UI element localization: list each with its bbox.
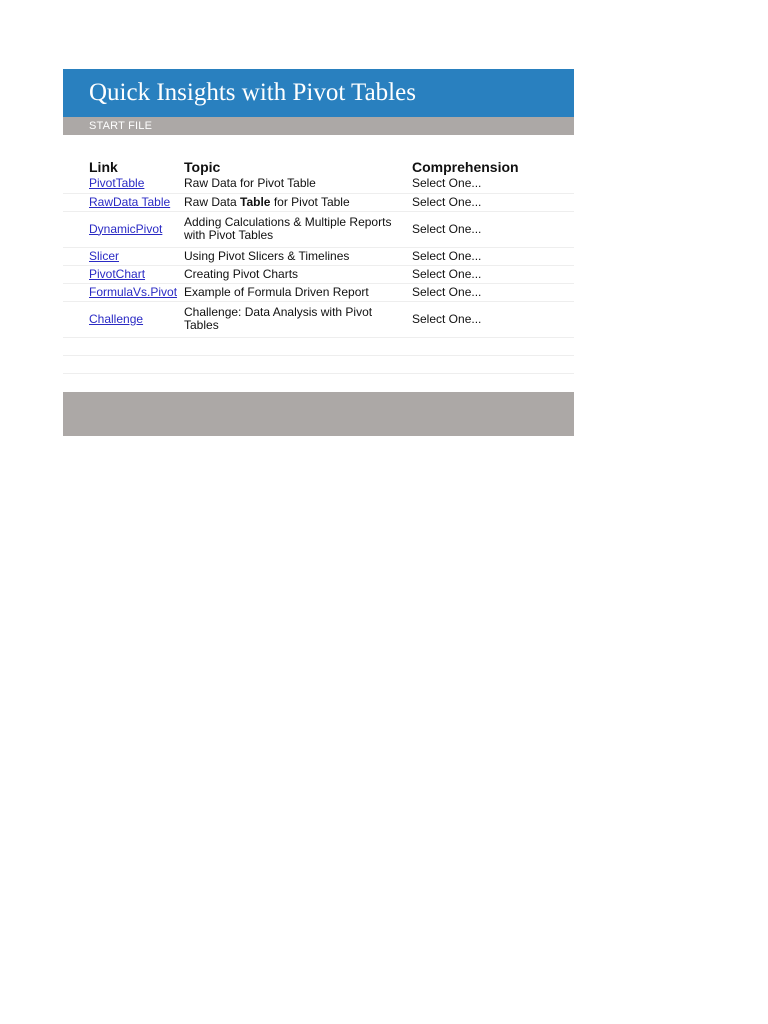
- comprehension-select[interactable]: Select One...: [412, 265, 574, 283]
- column-header-topic: Topic: [184, 159, 221, 175]
- table-row: [63, 211, 574, 247]
- topic-cell: Using Pivot Slicers & Timelines: [184, 247, 412, 265]
- link-challenge[interactable]: Challenge: [89, 311, 144, 326]
- page-subtitle: START FILE: [89, 120, 153, 132]
- link-dynamicpivot[interactable]: DynamicPivot: [89, 221, 163, 236]
- table-row: [63, 247, 574, 265]
- subtitle-bar: [63, 117, 574, 135]
- title-bar: [63, 69, 574, 117]
- topic-cell: Adding Calculations & Multiple Reports with Pivot Tables: [184, 211, 412, 247]
- comprehension-select[interactable]: Select One...: [412, 193, 574, 211]
- table-row: [63, 265, 574, 283]
- topic-cell: Raw Data Table for Pivot Table: [184, 193, 412, 211]
- topics-table: [63, 155, 574, 374]
- table-row: [63, 175, 574, 193]
- column-header-link: Link: [89, 159, 118, 175]
- empty-row: [63, 355, 574, 373]
- empty-row: [63, 337, 574, 355]
- comprehension-select[interactable]: Select One...: [412, 175, 574, 193]
- comprehension-select[interactable]: Select One...: [412, 283, 574, 301]
- table-header-row: [63, 155, 574, 175]
- table-row: [63, 283, 574, 301]
- page-title: Quick Insights with Pivot Tables: [89, 79, 416, 106]
- footer-bar: [63, 392, 574, 436]
- comprehension-select[interactable]: Select One...: [412, 247, 574, 265]
- link-slicer[interactable]: Slicer: [89, 248, 120, 263]
- table-row: [63, 193, 574, 211]
- worksheet: [63, 69, 574, 436]
- comprehension-select[interactable]: Select One...: [412, 211, 574, 247]
- link-rawdata-table[interactable]: RawData Table: [89, 194, 171, 209]
- topic-cell: Challenge: Data Analysis with Pivot Tables: [184, 301, 412, 337]
- column-header-comprehension: Comprehension: [412, 159, 519, 175]
- link-formulavspivot[interactable]: FormulaVs.Pivot: [89, 284, 178, 299]
- table-row: [63, 301, 574, 337]
- topic-cell: Raw Data for Pivot Table: [184, 175, 412, 193]
- topic-cell: Creating Pivot Charts: [184, 265, 412, 283]
- topic-cell: Example of Formula Driven Report: [184, 283, 412, 301]
- link-pivotchart[interactable]: PivotChart: [89, 266, 146, 281]
- comprehension-select[interactable]: Select One...: [412, 301, 574, 337]
- link-pivottable[interactable]: PivotTable: [89, 176, 145, 191]
